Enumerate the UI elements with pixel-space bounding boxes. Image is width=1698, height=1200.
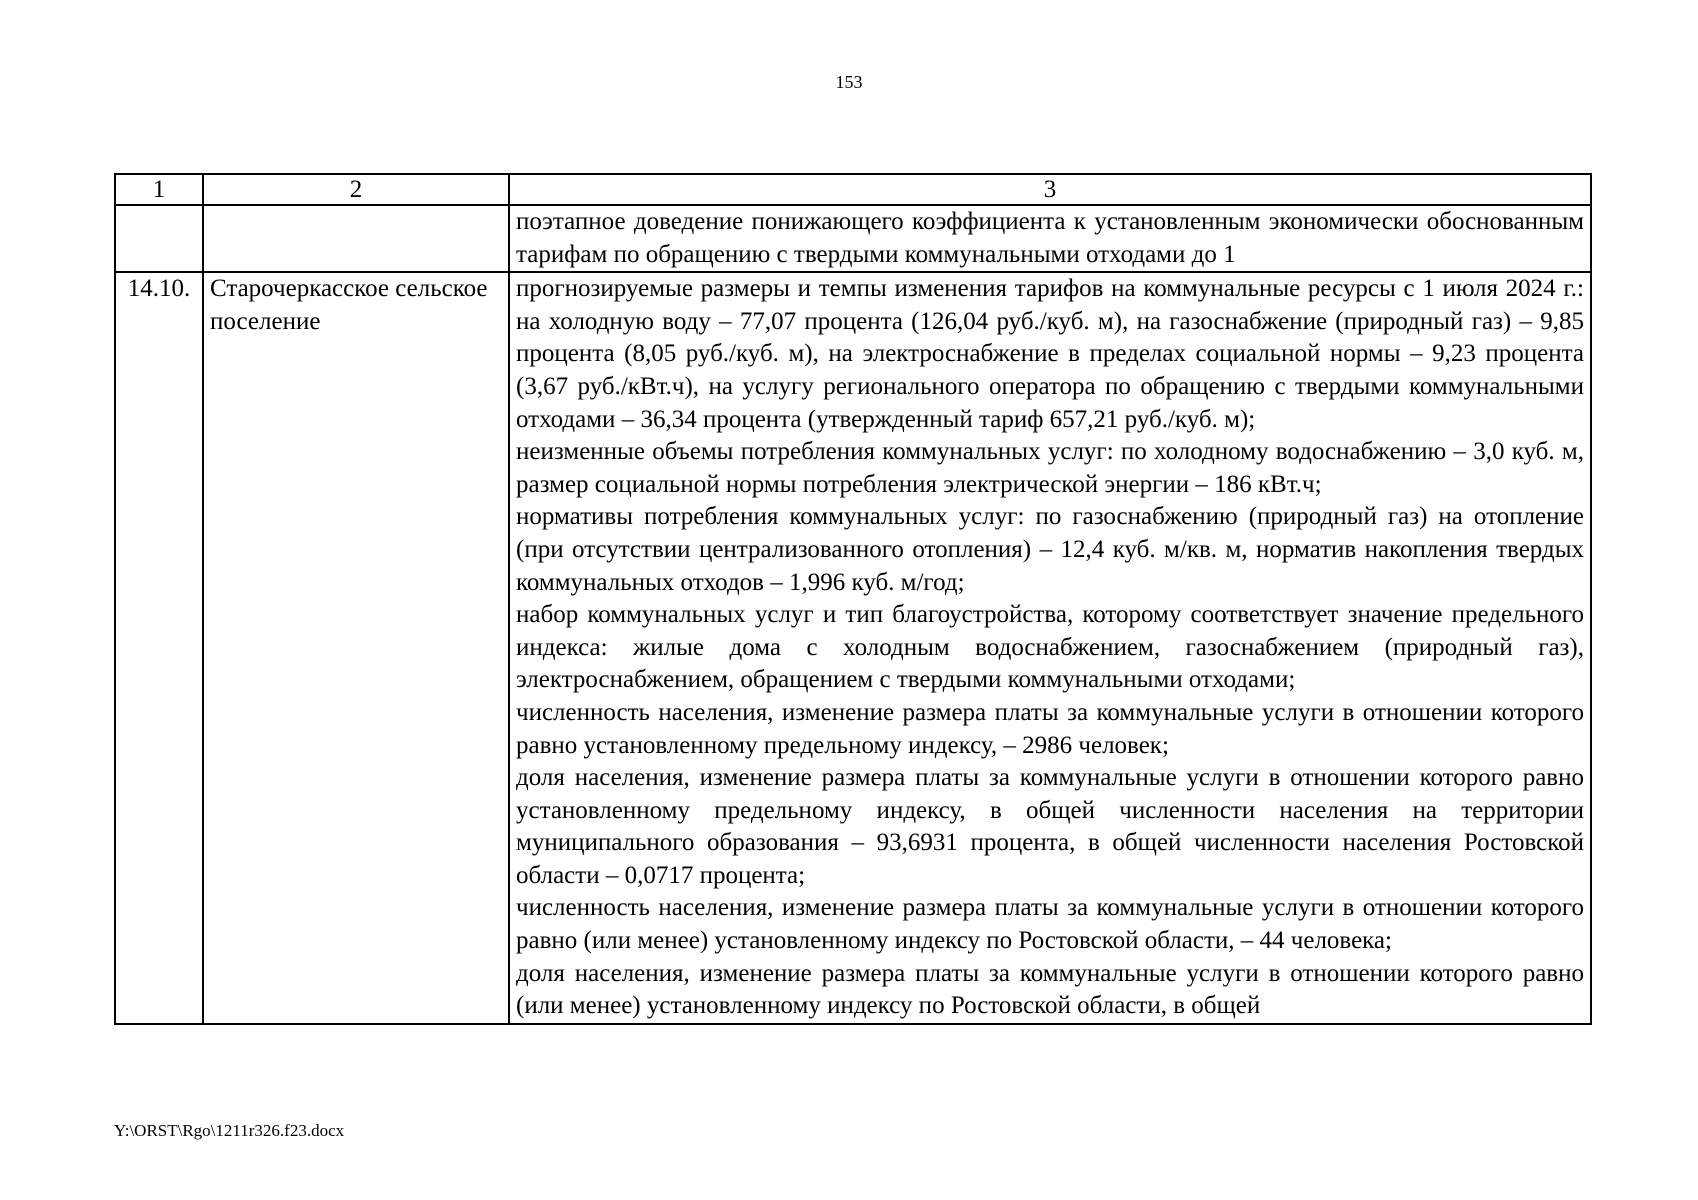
paragraph-volumes: неизменные объемы потребления коммунальных услуг: по холодному водоснабжению – 3,0 куб. м, размер социальной нормы потребления электрической энергии – 186 кВт.ч; <box>516 438 1584 498</box>
header-col-2: 2 <box>203 174 509 205</box>
row-text <box>509 272 1591 1024</box>
paragraph-population-limit: численность населения, изменение размера платы за коммунальные услуги в отношении которого равно установленному предельному индексу, – 2986 человек; <box>516 698 1584 759</box>
table-row <box>115 272 1591 1024</box>
page-number: 153 <box>835 72 863 92</box>
row-settlement: Старочеркасское сельское поселение <box>203 272 509 1024</box>
paragraph-norms: нормативы потребления коммунальных услуг: по газоснабжению (природный газ) на отопление (при отсутствии централизованного отопления) – 12,4 куб. м/кв. м, норматив накопления твердых коммунальных отходов – 1,996 куб. м/год; <box>516 503 1584 596</box>
row-number: 14.10. <box>115 272 203 1024</box>
footer-file-path: Y:\ORST\Rgo\1211r326.f23.docx <box>114 1121 345 1140</box>
table-row-continuation <box>115 205 1591 272</box>
header-col-3: 3 <box>509 174 1591 205</box>
table-header-row <box>115 174 1591 205</box>
paragraph-services: набор коммунальных услуг и тип благоустройства, которому соответствует значение предельного индекса: жилые дома с холодным водоснабжением, газоснабжением (природный газ), электроснабжением, обращением с твердыми коммунальными отходами; <box>516 601 1584 694</box>
paragraph-tariffs: прогнозируемые размеры и темпы изменения тарифов на коммунальные ресурсы с 1 июля 2024 г.: на холодную воду – 77,07 процента (126,04 руб./куб. м), на газоснабжение (природный газ) – 9,85 процента (8,05 руб./куб. м), на электроснабжение в пределах социальной нормы – 9,23 процента (3,67 руб./кВт.ч), на услугу регионального оператора по обращению с твердыми коммунальными отходами – 36,34 процента (утвержденный тариф 657,21 руб./куб. м); <box>516 275 1584 433</box>
paragraph-share-limit: доля населения, изменение размера платы за коммунальные услуги в отношении которого равно установленному предельному индексу, в общей численности населения на территории муниципального образования – 93,6931 процента, в общей численности населения Ростовской области – 0,0717 процента; <box>516 764 1584 889</box>
tariff-table <box>114 173 1592 1025</box>
paragraph-share-regional: доля населения, изменение размера платы за коммунальные услуги в отношении которого равно (или менее) установленному индексу по Ростовской области, в общей <box>516 959 1584 1020</box>
row-number <box>115 205 203 272</box>
row-settlement <box>203 205 509 272</box>
row-text: поэтапное доведение понижающего коэффициента к установленным экономически обоснованным тарифам по обращению с твердыми коммунальными отходами до 1 <box>509 205 1591 272</box>
paragraph-population-regional: численность населения, изменение размера платы за коммунальные услуги в отношении которого равно (или менее) установленному индексу по Ростовской области, – 44 человека; <box>516 894 1584 955</box>
header-col-1: 1 <box>115 174 203 205</box>
